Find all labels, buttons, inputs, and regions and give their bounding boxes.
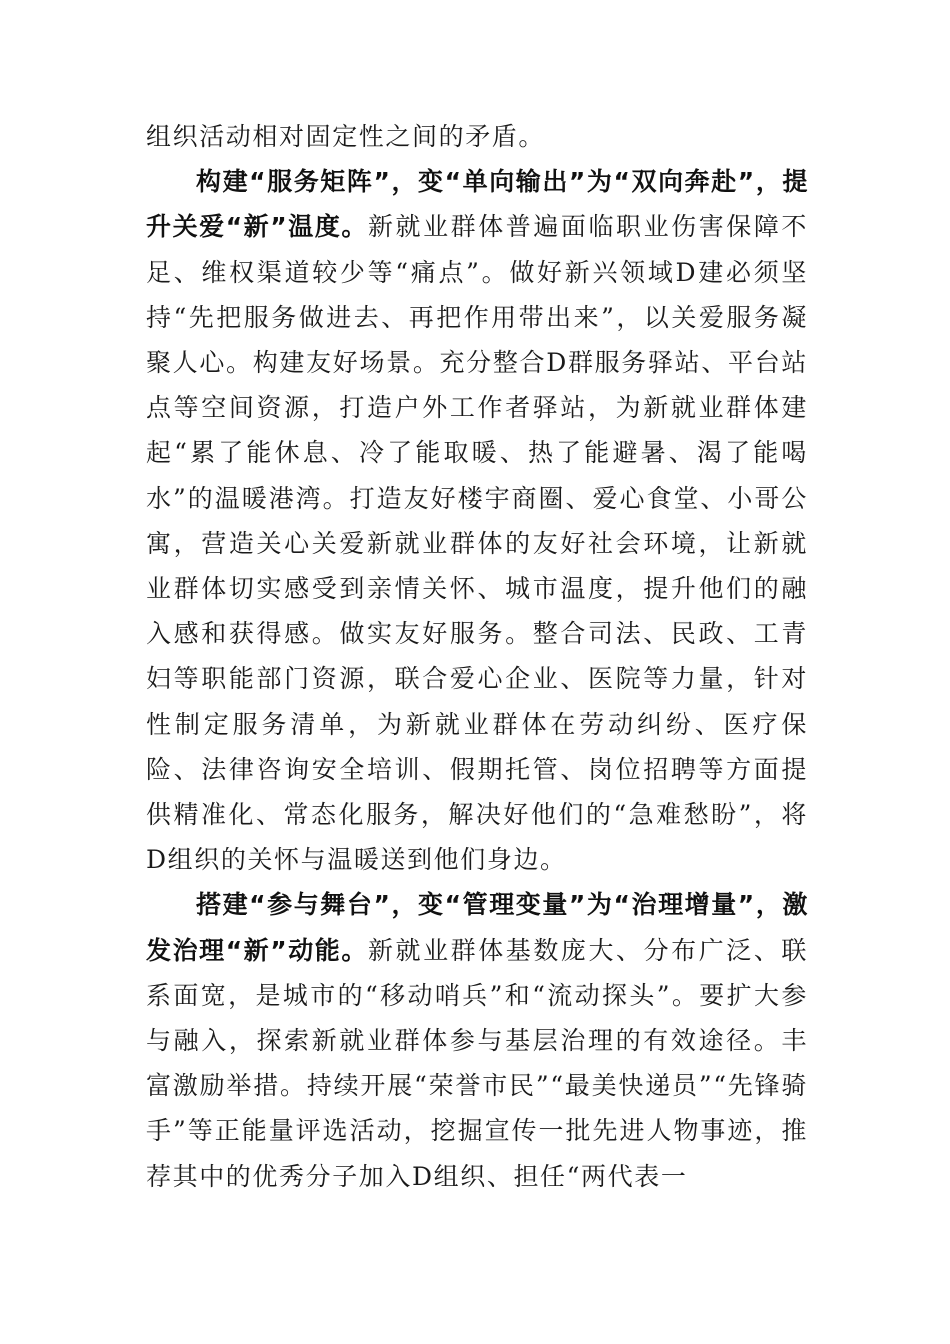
paragraph-continuation [146, 114, 808, 159]
paragraph-body: 新就业群体基数庞大、分布广泛、联系面宽，是城市的“移动哨兵”和“流动探头”。要扩大参与融入，探索新就业群体参与基层治理的有效途径。丰富激励举措。持续开展“荣誉市民”“最美快递员”“先锋骑手”等正能量评选活动，挖掘宣传一批先进人物事迹，推荐其中的优秀分子加入D组织、担任“两代表一 [146, 935, 808, 1191]
paragraph-lead-heading: 构建“服务矩阵”，变“单向输出”为“双向奔赴”，提升关爱“新”温度。 [146, 167, 808, 242]
document-body [146, 114, 808, 1199]
paragraph-lead-heading: 搭建“参与舞台”，变“管理变量”为“治理增量”，激发治理“新”动能。 [146, 890, 808, 965]
paragraph-service-matrix [146, 159, 808, 882]
paragraph-participation-stage [146, 882, 808, 1198]
paragraph-body: 组织活动相对固定性之间的矛盾。 [146, 122, 546, 151]
paragraph-body: 新就业群体普遍面临职业伤害保障不足、维权渠道较少等“痛点”。做好新兴领域D建必须坚持“先把服务做进去、再把作用带出来”，以关爱服务凝聚人心。构建友好场景。充分整合D群服务驿站、平台站点等空间资源，打造户外工作者驿站，为新就业群体建起“累了能休息、冷了能取暖、热了能避暑、渴了能喝水”的温暖港湾。打造友好楼宇商圈、爱心食堂、小哥公寓，营造关心关爱新就业群体的友好社会环境，让新就业群体切实感受到亲情关怀、城市温度，提升他们的融入感和获得感。做实友好服务。整合司法、民政、工青妇等职能部门资源，联合爱心企业、医院等力量，针对性制定服务清单，为新就业群体在劳动纠纷、医疗保险、法律咨询安全培训、假期托管、岗位招聘等方面提供精准化、常态化服务，解决好他们的“急难愁盼”，将D组织的关怀与温暖送到他们身边。 [146, 212, 808, 875]
